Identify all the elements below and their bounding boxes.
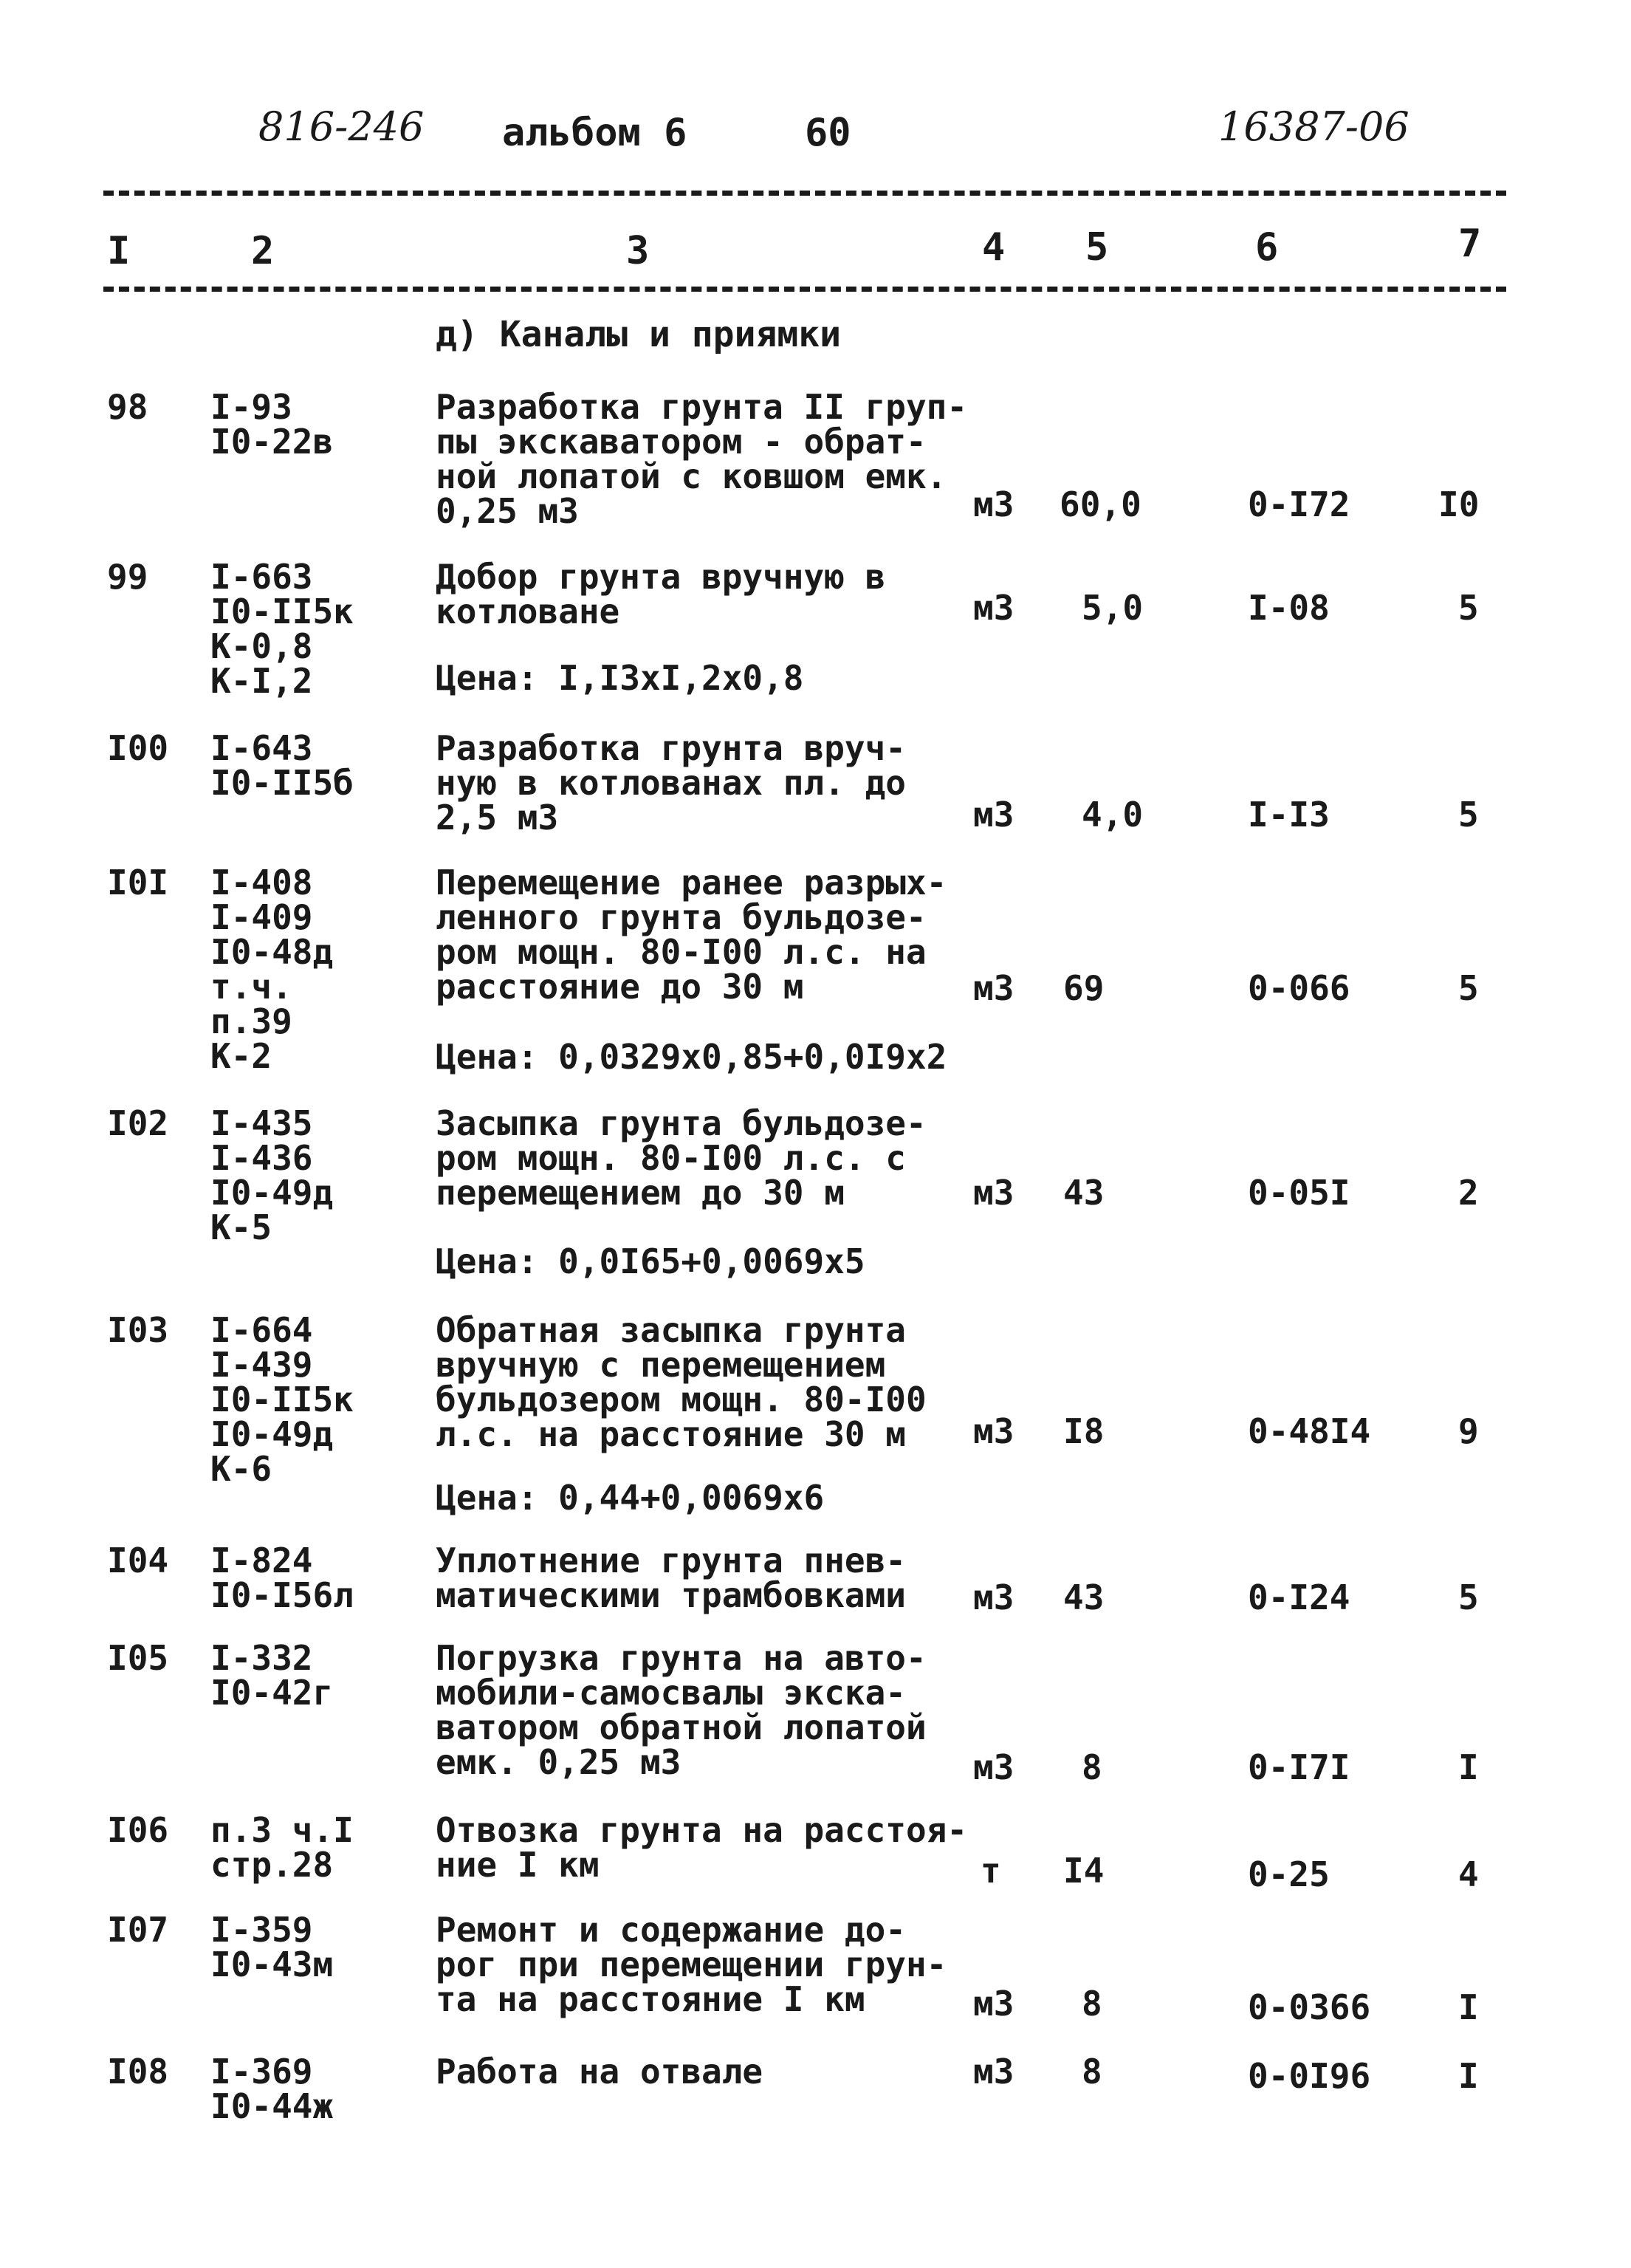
row-quantity: 5,0 (1082, 588, 1144, 628)
row-total: I (1458, 2056, 1479, 2096)
row-description: Перемещение ранее разрых- ленного грунта бульдозе- ром мощн. 80-I00 л.с. на расстояние до 30 м (436, 863, 947, 1007)
row-price-formula: Цена: 0,0I65+0,0069х5 (436, 1241, 865, 1281)
row-number: I08 (107, 2052, 169, 2091)
row-unit-cost: 0-I24 (1248, 1577, 1350, 1617)
header-top-rule (103, 191, 1506, 196)
row-references: I-435 I-436 I0-49д К-5 (210, 1103, 334, 1247)
row-unit: м3 (973, 588, 1014, 628)
row-references: I-664 I-439 I0-II5к I0-49д К-6 (210, 1310, 354, 1489)
row-description: Уплотнение грунта пнев- матическими трамбовками (436, 1541, 906, 1615)
series-number: 816-246 (258, 103, 425, 150)
row-unit: м3 (973, 1173, 1014, 1213)
row-references: п.3 ч.I стр.28 (210, 1810, 354, 1885)
row-references: I-643 I0-II5б (210, 728, 354, 803)
row-description: Ремонт и содержание до- рог при перемещении грун- та на расстояние I км (436, 1910, 947, 2019)
row-total: 9 (1458, 1411, 1479, 1451)
row-quantity: I8 (1063, 1411, 1105, 1451)
row-total: 5 (1458, 795, 1479, 835)
row-description: Разработка грунта II груп- пы экскаватором - обрат- ной лопатой с ковшом емк. 0,25 м3 (436, 387, 968, 531)
row-total: 4 (1458, 1854, 1479, 1894)
row-number: 98 (107, 387, 148, 427)
row-description: Обратная засыпка грунта вручную с перемещением бульдозером мощн. 80-I00 л.с. на расстояние 30 м (436, 1310, 927, 1454)
column-header-6: 6 (1255, 225, 1279, 270)
row-description: Погрузка грунта на авто- мобили-самосвалы экска- ватором обратной лопатой емк. 0,25 м3 (436, 1638, 927, 1782)
row-number: I0I (107, 863, 169, 902)
row-quantity: 8 (1082, 1984, 1102, 2024)
row-unit: м3 (973, 484, 1014, 524)
row-unit-cost: 0-0I96 (1248, 2056, 1371, 2096)
row-unit-cost: I-I3 (1248, 795, 1330, 835)
row-quantity: 43 (1063, 1577, 1105, 1617)
row-quantity: 8 (1082, 2052, 1102, 2091)
row-description: Добор грунта вручную в котловане (436, 557, 886, 631)
row-quantity: 8 (1082, 1747, 1102, 1787)
row-unit-cost: 0-0366 (1248, 1987, 1371, 2027)
row-unit-cost: I-08 (1248, 588, 1330, 628)
row-total: 5 (1458, 968, 1479, 1008)
row-description: Отвозка грунта на расстоя- ние I км (436, 1810, 968, 1885)
row-number: I07 (107, 1910, 169, 1950)
header-bottom-rule (103, 287, 1506, 292)
row-references: I-824 I0-I56л (210, 1541, 354, 1615)
row-references: I-663 I0-II5к К-0,8 К-I,2 (210, 557, 354, 701)
album-label: альбом 6 (502, 111, 687, 155)
row-unit: м3 (973, 1984, 1014, 2024)
column-header-3: 3 (626, 229, 650, 273)
row-number: I04 (107, 1541, 169, 1580)
row-unit: м3 (973, 795, 1014, 835)
document-code: 16387-06 (1218, 103, 1409, 150)
row-total: 5 (1458, 1577, 1479, 1617)
row-quantity: 4,0 (1082, 795, 1144, 835)
row-price-formula: Цена: 0,0329х0,85+0,0I9х2 (436, 1037, 947, 1077)
row-unit: м3 (973, 1747, 1014, 1787)
row-unit-cost: 0-I7I (1248, 1747, 1350, 1787)
row-quantity: I4 (1063, 1851, 1105, 1891)
row-number: I02 (107, 1103, 169, 1143)
row-references: I-359 I0-43м (210, 1910, 334, 1984)
row-unit: м3 (973, 968, 1014, 1008)
row-number: I00 (107, 728, 169, 768)
row-price-formula: Цена: 0,44+0,0069х6 (436, 1478, 825, 1518)
row-description: Засыпка грунта бульдозе- ром мощн. 80-I00 л.с. с перемещением до 30 м (436, 1103, 927, 1213)
row-number: I06 (107, 1810, 169, 1850)
page-number: 60 (805, 111, 851, 155)
row-unit: т (981, 1851, 1001, 1891)
row-references: I-332 I0-42г (210, 1638, 334, 1713)
row-unit-cost: 0-I72 (1248, 484, 1350, 524)
row-unit-cost: 0-05I (1248, 1173, 1350, 1213)
row-references: I-93 I0-22в (210, 387, 334, 462)
row-references: I-369 I0-44ж (210, 2052, 334, 2126)
row-number: I05 (107, 1638, 169, 1678)
row-quantity: 60,0 (1060, 484, 1141, 524)
row-unit: м3 (973, 1577, 1014, 1617)
column-header-7: 7 (1458, 222, 1482, 266)
row-number: I03 (107, 1310, 169, 1350)
row-description: Работа на отвале (436, 2052, 763, 2091)
row-quantity: 69 (1063, 968, 1105, 1008)
row-unit: м3 (973, 2052, 1014, 2091)
row-unit-cost: 0-48I4 (1248, 1411, 1371, 1451)
row-total: 2 (1458, 1173, 1479, 1213)
column-header-2: 2 (251, 229, 275, 273)
row-total: I (1458, 1747, 1479, 1787)
row-price-formula: Цена: I,I3хI,2х0,8 (436, 658, 804, 698)
row-total: I0 (1438, 484, 1480, 524)
row-description: Разработка грунта вруч- ную в котлованах пл. до 2,5 м3 (436, 728, 906, 837)
column-header-5: 5 (1085, 225, 1109, 270)
row-unit: м3 (973, 1411, 1014, 1451)
row-quantity: 43 (1063, 1173, 1105, 1213)
section-title: д) Каналы и приямки (436, 314, 842, 355)
row-references: I-408 I-409 I0-48д т.ч. п.39 К-2 (210, 863, 334, 1076)
row-total: 5 (1458, 588, 1479, 628)
row-unit-cost: 0-25 (1248, 1854, 1330, 1894)
row-number: 99 (107, 557, 148, 597)
column-header-1: I (107, 229, 131, 273)
column-header-4: 4 (982, 225, 1006, 270)
row-unit-cost: 0-066 (1248, 968, 1350, 1008)
row-total: I (1458, 1987, 1479, 2027)
